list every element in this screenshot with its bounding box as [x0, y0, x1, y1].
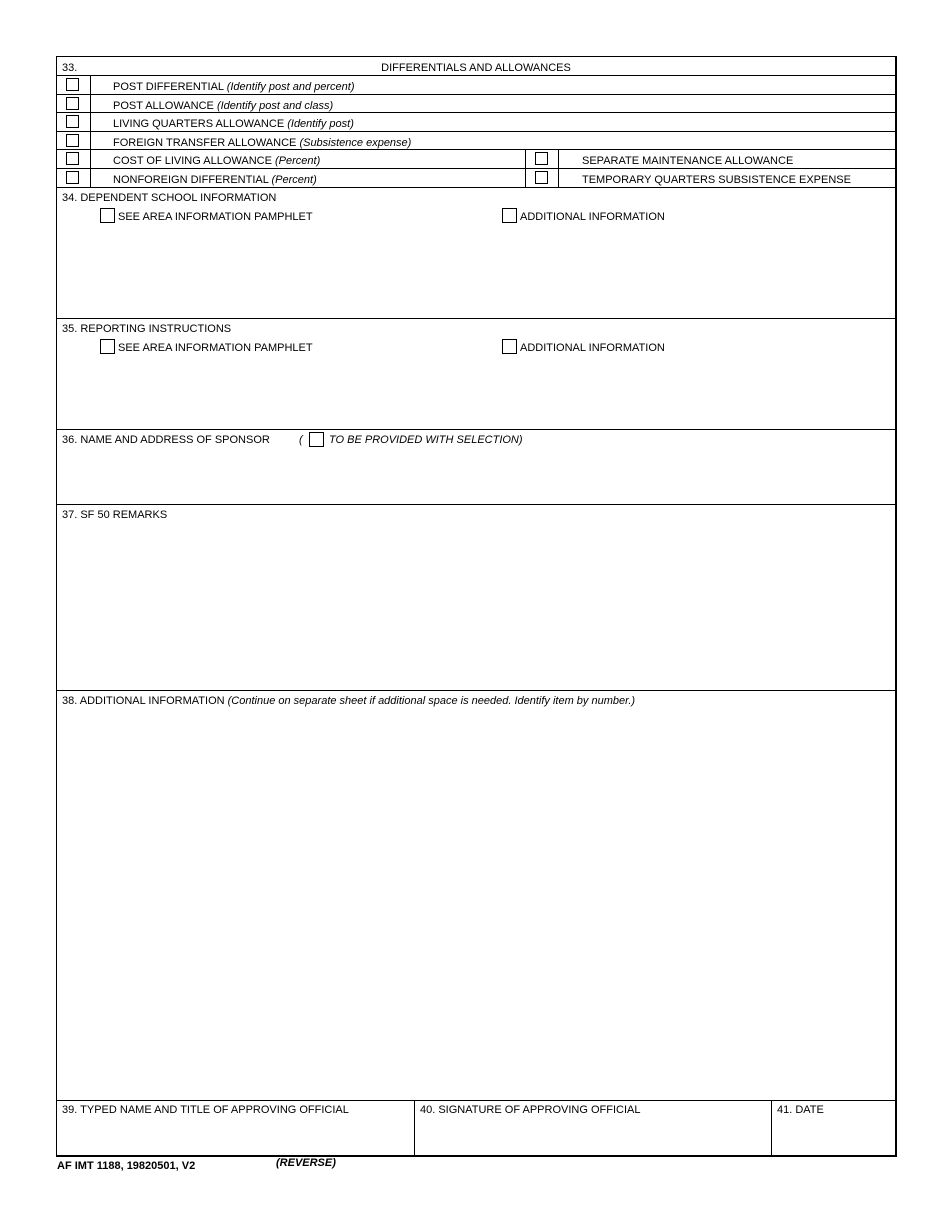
- section35-additional-info-label: ADDITIONAL INFORMATION: [520, 342, 665, 354]
- living-quarters-allowance-label: LIVING QUARTERS ALLOWANCE (Identify post): [113, 118, 354, 130]
- divider: [57, 429, 895, 430]
- section36-open-paren: (: [299, 434, 303, 446]
- section38-title: 38. ADDITIONAL INFORMATION (Continue on separate sheet if additional space is needed. Identify item by number.): [62, 695, 636, 707]
- separate-maintenance-allowance-checkbox[interactable]: [535, 152, 548, 165]
- section34-see-pamphlet-label: SEE AREA INFORMATION PAMPHLET: [118, 211, 313, 223]
- foreign-transfer-allowance-label: FOREIGN TRANSFER ALLOWANCE (Subsistence expense): [113, 137, 412, 149]
- divider: [57, 149, 895, 150]
- section36-title: 36. NAME AND ADDRESS OF SPONSOR: [62, 434, 270, 446]
- date-divider: [771, 1100, 772, 1156]
- divider: [57, 112, 895, 113]
- divider: [57, 187, 895, 188]
- section35-see-pamphlet-label: SEE AREA INFORMATION PAMPHLET: [118, 342, 313, 354]
- foreign-transfer-allowance-checkbox[interactable]: [66, 134, 79, 147]
- post-allowance-label: POST ALLOWANCE (Identify post and class): [113, 100, 334, 112]
- section35-see-pamphlet-checkbox[interactable]: [100, 339, 115, 354]
- temporary-quarters-subsistence-label: TEMPORARY QUARTERS SUBSISTENCE EXPENSE: [582, 174, 851, 186]
- divider: [57, 94, 895, 95]
- section39-title: 39. TYPED NAME AND TITLE OF APPROVING OFFICIAL: [62, 1104, 349, 1116]
- cost-of-living-allowance-label: COST OF LIVING ALLOWANCE (Percent): [113, 155, 321, 167]
- section34-see-pamphlet-checkbox[interactable]: [100, 208, 115, 223]
- divider: [57, 168, 895, 169]
- separate-maintenance-allowance-label: SEPARATE MAINTENANCE ALLOWANCE: [582, 155, 794, 167]
- form-page: [56, 56, 897, 1157]
- section35-title: 35. REPORTING INSTRUCTIONS: [62, 323, 232, 335]
- sponsor-to-be-provided-checkbox[interactable]: [309, 432, 324, 447]
- section34-additional-info-label: ADDITIONAL INFORMATION: [520, 211, 665, 223]
- section37-title: 37. SF 50 REMARKS: [62, 509, 168, 521]
- post-differential-label: POST DIFFERENTIAL (Identify post and percent): [113, 81, 355, 93]
- section41-title: 41. DATE: [777, 1104, 824, 1116]
- divider: [57, 690, 895, 691]
- section33-number: 33.: [62, 62, 78, 74]
- divider: [57, 504, 895, 505]
- divider: [57, 1100, 895, 1101]
- section40-title: 40. SIGNATURE OF APPROVING OFFICIAL: [420, 1104, 641, 1116]
- section33-title: DIFFERENTIALS AND ALLOWANCES: [381, 62, 571, 74]
- section34-additional-info-checkbox[interactable]: [502, 208, 517, 223]
- sponsor-to-be-provided-label: TO BE PROVIDED WITH SELECTION): [329, 434, 523, 446]
- divider: [57, 318, 895, 319]
- post-allowance-checkbox[interactable]: [66, 97, 79, 110]
- section34-title: 34. DEPENDENT SCHOOL INFORMATION: [62, 192, 277, 204]
- nonforeign-differential-label: NONFOREIGN DIFFERENTIAL (Percent): [113, 174, 317, 186]
- cost-of-living-allowance-checkbox[interactable]: [66, 152, 79, 165]
- divider: [57, 75, 895, 76]
- form-identifier: AF IMT 1188, 19820501, V2: [57, 1160, 196, 1172]
- nonforeign-differential-checkbox[interactable]: [66, 171, 79, 184]
- living-quarters-allowance-checkbox[interactable]: [66, 115, 79, 128]
- section35-additional-info-checkbox[interactable]: [502, 339, 517, 354]
- divider: [57, 131, 895, 132]
- signature-divider: [414, 1100, 415, 1156]
- temporary-quarters-subsistence-checkbox[interactable]: [535, 171, 548, 184]
- form-side-label: (REVERSE): [276, 1157, 336, 1169]
- post-differential-checkbox[interactable]: [66, 78, 79, 91]
